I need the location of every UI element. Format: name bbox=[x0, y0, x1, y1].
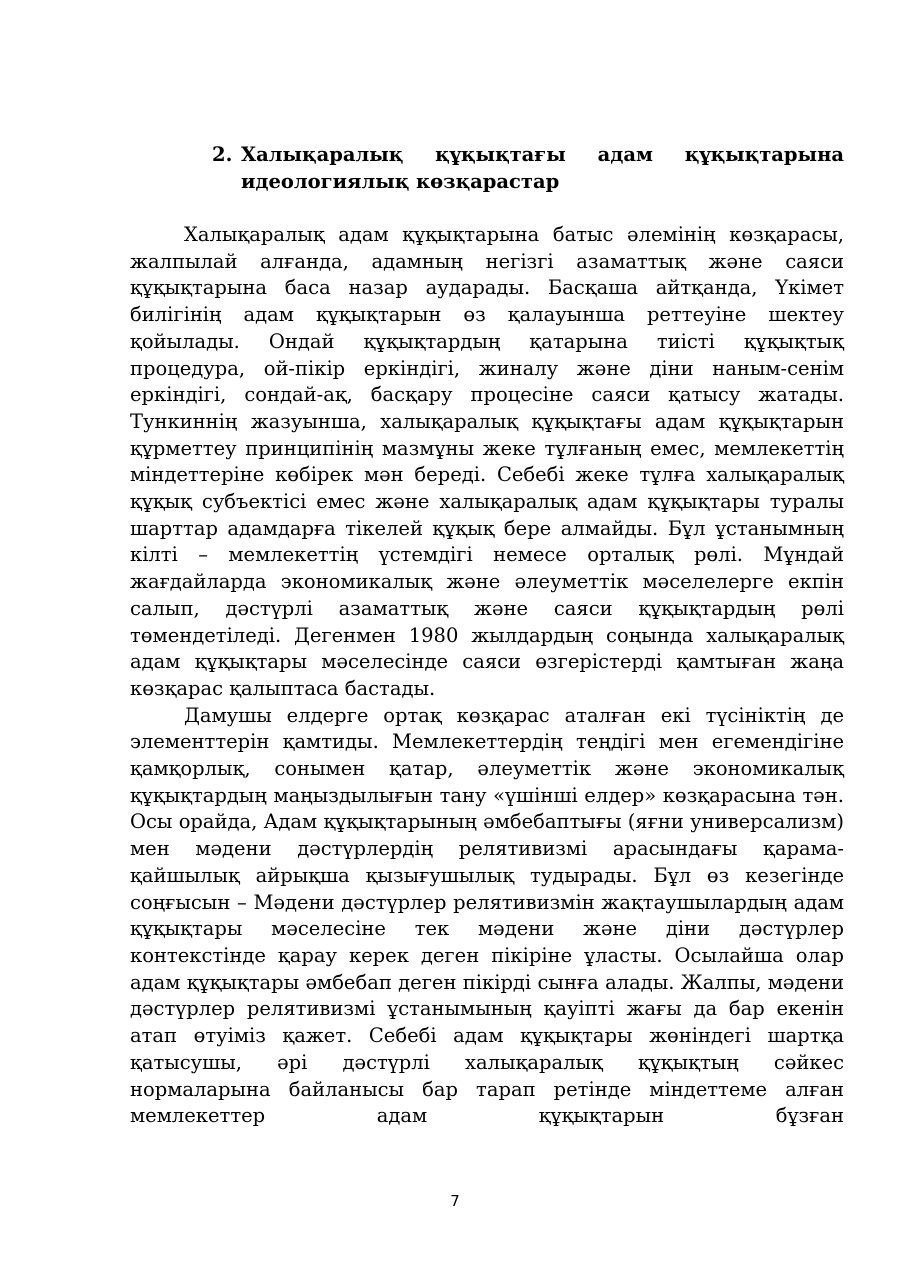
paragraph-2: Дамушы елдерге ортақ көзқарас аталған екі түсініктің де элементтерін қамтиды. Мемлекеттердің теңдігі мен егемендігіне қамқорлық, сонымен қатар, әлеуметтік және экономикалық құқықтардың маңыздылығын тану «үшінші елдер» көзқарасына тән. Осы орайда, Адам құқықтарының әмбебаптығы (яғни универсализм) мен мәдени дәстүрлердің релятивизмі арасындағы қарама-қайшылық айрықша қызығушылық тудырады. Бұл өз кезегінде соңғысын – Мәдени дәстүрлер релятивизмін жақтаушылардың адам құқықтары мәселесіне тек мәдени және діни дәстүрлер контекстінде қарау керек деген пікіріне ұласты. Осылайша олар адам құқықтары әмбебап деген пікірді сынға алады. Жалпы, мәдени дәстүрлер релятивизмі ұстанымының қауіпті жағы да бар екенін атап өтуіміз қажет. Себебі адам құқықтары жөніндегі шартқа қатысушы, әрі дәстүрлі халықаралық құқықтың сәйкес нормаларына байланысы бар тарап ретінде міндеттеме алған мемлекеттер адам құқықтарын бұзған bbox=[130, 703, 844, 1128]
body-text bbox=[130, 222, 844, 1130]
page-number: 7 bbox=[450, 1192, 460, 1210]
section-title: Халықаралық құқықтағы адам құқықтарына идеологиялық көзқарастар bbox=[241, 143, 844, 193]
section-heading bbox=[212, 141, 844, 195]
paragraph-1: Халықаралық адам құқықтарына батыс әлемінің көзқарасы, жалпылай алғанда, адамның негізгі азаматтық және саяси құқықтарына баса назар аударады. Басқаша айтқанда, Үкімет билігінің адам құқықтарын өз қалауынша реттеуіне шектеу қойылады. Ондай құқықтардың қатарына тиісті құқықтық процедура, ой-пікір еркіндігі, жиналу және діни наным-сенім еркіндігі, сондай-ақ, басқару процесіне саяси қатысу жатады. Тункиннің жазуынша, халықаралық құқықтағы адам құқықтарын құрметтеу принципінің мазмұны жеке тұлғаның емес, мемлекеттің міндеттеріне көбірек мән береді. Себебі жеке тұлға халықаралық құқық субъектісі емес және халықаралық адам құқықтары туралы шарттар адамдарға тікелей құқық бере алмайды. Бұл ұстанымның кілті – мемлекеттің үстемдігі немесе орталық рөлі. Мұндай жағдайларда экономикалық және әлеуметтік мәселелерге екпін салып, дәстүрлі азаматтық және саяси құқықтардың рөлі төмендетіледі. Дегенмен 1980 жылдардың соңында халықаралық адам құқықтары мәселесінде саяси өзгерістерді қамтыған жаңа көзқарас қалыптаса бастады. bbox=[130, 223, 844, 700]
section-number: 2. bbox=[212, 143, 233, 166]
